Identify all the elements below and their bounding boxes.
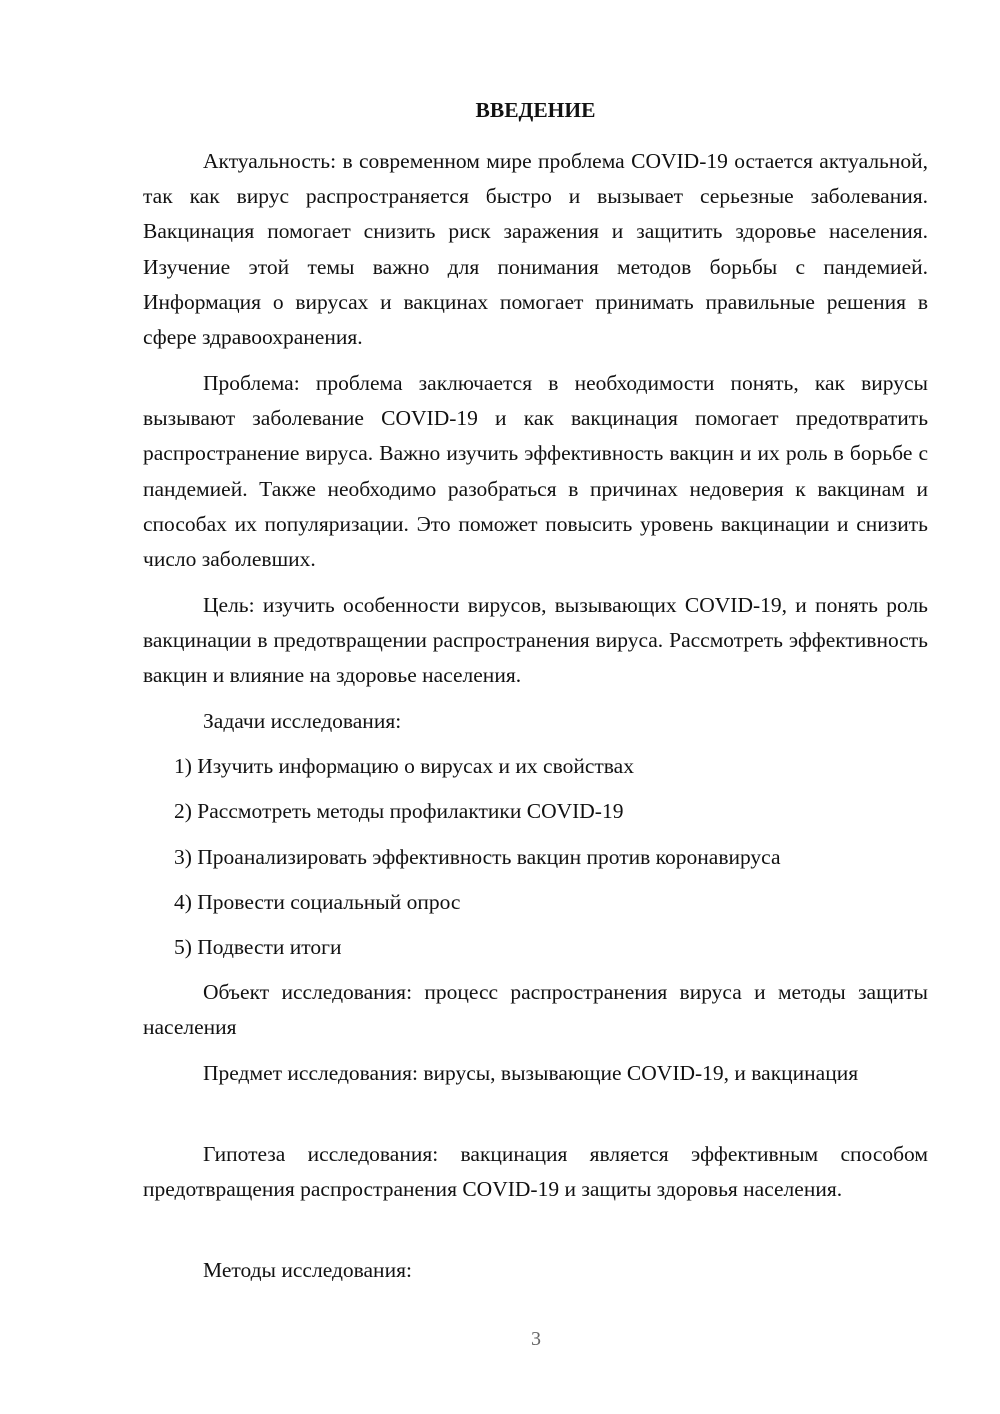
paragraph-text: Объект исследования: процесс распространения вируса и методы защиты населения [143,980,928,1040]
paragraph-text: Цель: изучить особенности вирусов, вызывающих COVID-19, и понять роль вакцинации в предотвращении распространения вируса. Рассмотреть эффективность вакцин и влияние на здоровье населения. [143,593,928,688]
paragraph-object [143,975,928,1045]
paragraph-subject [143,1056,928,1091]
task-item-5: 5) Подвести итоги [174,935,342,959]
paragraph-text: Актуальность: в современном мире проблема COVID-19 остается актуальной, так как вирус распространяется быстро и вызывает серьезные заболевания. Вакцинация помогает снизить риск заражения и защитить здоровье населения. Изучение этой темы важно для понимания методов борьбы с пандемией. Информация о вирусах и вакцинах помогает принимать правильные решения в сфере здравоохранения. [143,149,928,350]
task-item-3: 3) Проанализировать эффективность вакцин против коронавируса [174,845,781,869]
task-item-4: 4) Провести социальный опрос [174,890,461,914]
paragraph-text: Проблема: проблема заключается в необходимости понять, как вирусы вызывают заболевание COVID-19 и как вакцинация помогает предотвратить распространение вируса. Важно изучить эффективность вакцин и их роль в борьбе с пандемией. Также необходимо разобраться в причинах недоверия к вакцинам и способах их популяризации. Это поможет повысить уровень вакцинации и снизить число заболевших. [143,371,928,572]
task-item-2: 2) Рассмотреть методы профилактики COVID-19 [174,799,624,823]
paragraph-problem [143,366,928,577]
page-title: ВВЕДЕНИЕ [475,98,596,122]
task-item-1: 1) Изучить информацию о вирусах и их свойствах [174,754,634,778]
tasks-heading [143,704,928,739]
paragraph-text: Гипотеза исследования: вакцинация является эффективным способом предотвращения распространения COVID-19 и защиты здоровья населения. [143,1142,928,1202]
methods-heading-text: Методы исследования: [203,1258,412,1282]
methods-heading [143,1253,928,1288]
paragraph-hypothesis [143,1137,928,1207]
paragraph-text: Предмет исследования: вирусы, вызывающие COVID-19, и вакцинация [203,1061,859,1085]
paragraph-relevance [143,144,928,355]
tasks-heading-text: Задачи исследования: [203,709,402,733]
page-number: 3 [531,1328,541,1350]
paragraph-goal [143,588,928,694]
